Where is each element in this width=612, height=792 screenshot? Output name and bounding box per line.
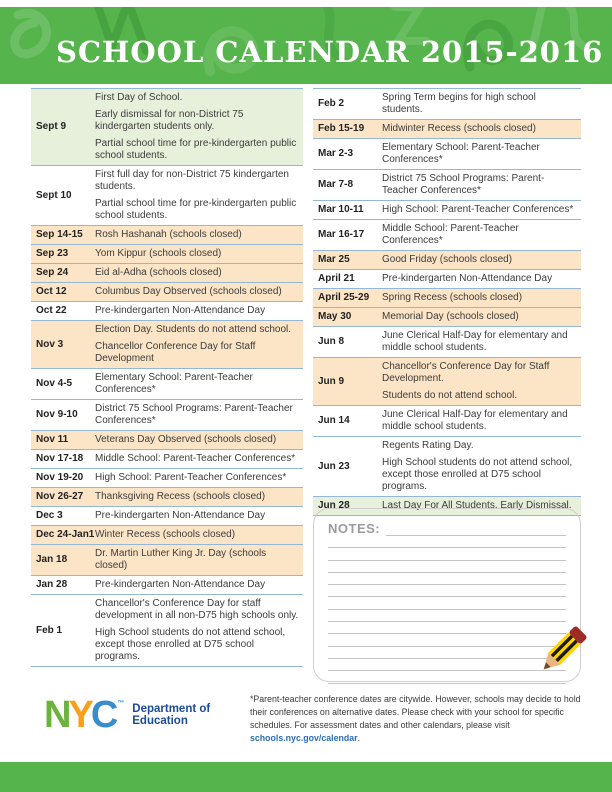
calendar-row <box>31 506 303 525</box>
notes-ruled-line <box>328 561 566 573</box>
calendar-row <box>313 200 581 219</box>
logo-letters <box>44 694 116 736</box>
event-date: Feb 1 <box>36 624 63 636</box>
event-text: Dr. Martin Luther King Jr. Day (schools closed) <box>95 548 267 571</box>
event-text: Students do not attend school. <box>382 390 518 401</box>
notes-ruled-line <box>328 585 566 597</box>
event-description <box>95 248 303 260</box>
calendar-row <box>313 138 581 169</box>
event-text: Chancellor's Conference Day for staff development in all non-D75 high schools only. <box>95 598 299 621</box>
event-text: High School students do not attend school, except those enrolled at D75 school programs. <box>95 627 286 662</box>
notes-ruled-line <box>328 536 566 548</box>
event-date: Oct 12 <box>36 286 67 297</box>
event-text: Thanksgiving Recess (schools closed) <box>95 491 266 502</box>
event-description <box>382 330 581 354</box>
footnote-text: *Parent-teacher conference dates are citywide. However, schools may decide to hold their conferences on alternative dates. Please check with your school for specific schedules. For assessment dates and other calendars, please visit <box>250 694 581 730</box>
event-text: Regents Rating Day. <box>382 440 474 451</box>
event-date: Sept 10 <box>36 189 72 201</box>
event-description <box>95 324 303 365</box>
event-description <box>95 472 303 484</box>
event-description <box>95 169 303 222</box>
notes-box <box>313 508 581 682</box>
event-date: Oct 22 <box>36 305 67 316</box>
event-text: First Day of School. <box>95 92 183 103</box>
event-text: Veterans Day Observed (schools closed) <box>95 434 277 445</box>
calendar-row <box>31 244 303 263</box>
event-description <box>95 491 303 503</box>
event-description <box>95 229 303 241</box>
event-text: Last Day For All Students. Early Dismissal. <box>382 500 572 511</box>
event-description <box>382 123 581 135</box>
calendar-row <box>313 288 581 307</box>
event-date: Feb 15-19 <box>318 123 365 134</box>
event-date: April 21 <box>318 273 355 284</box>
logo-letter-y: Y <box>68 694 91 736</box>
event-text: Election Day. Students do not attend school. <box>95 324 292 335</box>
calendar-row <box>31 468 303 487</box>
event-text: Midwinter Recess (schools closed) <box>382 123 536 134</box>
event-date: May 30 <box>318 311 352 322</box>
event-date: Nov 26-27 <box>36 491 84 502</box>
header-band <box>0 7 612 84</box>
calendar-row <box>313 169 581 200</box>
notes-ruled-line <box>328 573 566 585</box>
event-description <box>95 529 303 541</box>
calendar-row <box>31 544 303 575</box>
event-description <box>95 598 303 663</box>
calendar-row <box>31 487 303 506</box>
event-description <box>95 453 303 465</box>
event-date: Dec 24-Jan1 <box>36 529 95 540</box>
calendar-row <box>31 368 303 399</box>
event-text: Pre-kindergarten Non-Attendance Day <box>95 305 266 316</box>
event-text: Partial school time for pre-kindergarten public school students. <box>95 198 297 221</box>
event-date: Jan 28 <box>36 579 68 590</box>
event-text: Eid al-Adha (schools closed) <box>95 267 222 278</box>
event-date: Nov 9-10 <box>36 409 78 420</box>
event-text: Pre-kindergarten Non-Attendance Day <box>95 510 266 521</box>
event-text: Chancellor Conference Day for Staff Development <box>95 341 256 364</box>
event-date: April 25-29 <box>318 292 370 303</box>
event-text: Yom Kippur (schools closed) <box>95 248 222 259</box>
footnote-period: . <box>357 732 361 743</box>
logo-letter-c: C <box>90 694 116 736</box>
calendar-row <box>31 430 303 449</box>
event-date: Feb 2 <box>318 98 345 109</box>
trademark-symbol: ™ <box>117 699 125 707</box>
calendar-row <box>31 282 303 301</box>
event-description <box>95 403 303 427</box>
event-description <box>382 254 581 266</box>
event-text: Memorial Day (schools closed) <box>382 311 519 322</box>
event-text: District 75 School Programs: Parent-Teacher Conferences* <box>95 403 293 426</box>
event-text: Spring Term begins for high school students. <box>382 92 536 115</box>
event-description <box>382 311 581 323</box>
notes-header <box>328 520 566 536</box>
notes-ruled-line <box>386 522 566 536</box>
event-text: Middle School: Parent-Teacher Conferences* <box>95 453 296 464</box>
calendar-row <box>313 219 581 250</box>
event-description <box>95 305 303 317</box>
event-description <box>382 204 581 216</box>
event-description <box>95 548 303 572</box>
calendar-row <box>313 307 581 326</box>
calendar-column-right <box>313 88 581 516</box>
event-text: Rosh Hashanah (schools closed) <box>95 229 242 240</box>
logo-dept-line2: Education <box>132 715 188 727</box>
event-date: Sep 14-15 <box>36 229 83 240</box>
event-description <box>382 223 581 247</box>
calendar-row <box>31 320 303 368</box>
logo-letter-n: N <box>44 694 69 736</box>
event-text: High School students do not attend school, except those enrolled at D75 school programs. <box>382 457 573 492</box>
event-description <box>95 267 303 279</box>
event-date: Nov 4-5 <box>36 378 73 389</box>
event-date: Nov 11 <box>36 434 69 445</box>
nyc-doe-logo <box>44 694 211 736</box>
event-date: Dec 3 <box>36 510 63 521</box>
event-date: Jun 14 <box>318 415 350 426</box>
calendar-row <box>31 594 303 667</box>
calendar-row <box>31 575 303 594</box>
event-description <box>382 409 581 433</box>
calendar-row <box>313 405 581 436</box>
event-date: Nov 3 <box>36 338 64 350</box>
event-text: Spring Recess (schools closed) <box>382 292 523 303</box>
event-description <box>95 372 303 396</box>
calendar-row <box>31 88 303 165</box>
event-text: June Clerical Half-Day for elementary and middle school students. <box>382 330 568 353</box>
event-date: Mar 25 <box>318 254 350 265</box>
event-text: Partial school time for pre-kindergarten public school students. <box>95 138 297 161</box>
event-date: Jan 18 <box>36 554 68 565</box>
event-date: Nov 19-20 <box>36 472 84 483</box>
event-description <box>382 440 581 493</box>
event-description <box>95 286 303 298</box>
calendar-row <box>31 225 303 244</box>
event-date: Jun 28 <box>318 500 350 511</box>
event-description <box>382 361 581 402</box>
event-description <box>95 579 303 591</box>
event-description <box>382 173 581 197</box>
event-description <box>382 142 581 166</box>
calendar-row <box>31 301 303 320</box>
calendar-column-left <box>31 88 303 667</box>
event-text: Early dismissal for non-District 75 kindergarten students only. <box>95 109 244 132</box>
footnote <box>250 693 583 745</box>
event-date: Jun 8 <box>318 336 345 347</box>
event-date: Sep 23 <box>36 248 69 259</box>
event-text: Chancellor's Conference Day for Staff Development. <box>382 361 550 384</box>
event-text: Columbus Day Observed (schools closed) <box>95 286 282 297</box>
event-description <box>382 273 581 285</box>
calendar-url-link[interactable]: schools.nyc.gov/calendar <box>250 732 358 743</box>
logo-dept-line1: Department of <box>132 702 211 715</box>
event-text: Pre-kindergarten Non-Attendance Day <box>382 273 553 284</box>
event-text: First full day for non-District 75 kindergarten students. <box>95 169 289 192</box>
event-text: Good Friday (schools closed) <box>382 254 513 265</box>
logo-department-text <box>132 703 210 728</box>
event-text: High School: Parent-Teacher Conferences* <box>382 204 574 215</box>
event-date: Jun 9 <box>318 375 345 387</box>
event-date: Mar 16-17 <box>318 229 365 240</box>
event-date: Mar 7-8 <box>318 179 354 190</box>
event-text: High School: Parent-Teacher Conferences* <box>95 472 287 483</box>
event-date: Sept 9 <box>36 121 67 132</box>
event-text: Winter Recess (schools closed) <box>95 529 236 540</box>
event-text: Elementary School: Parent-Teacher Conferences* <box>95 372 253 395</box>
notes-ruled-line <box>328 548 566 560</box>
event-text: Pre-kindergarten Non-Attendance Day <box>95 579 266 590</box>
calendar-row <box>313 326 581 357</box>
calendar-row <box>31 263 303 282</box>
event-text: District 75 School Programs: Parent-Teacher Conferences* <box>382 173 545 196</box>
event-description <box>95 434 303 446</box>
calendar-row <box>313 88 581 119</box>
calendar-row <box>31 449 303 468</box>
event-date: Sep 24 <box>36 267 69 278</box>
calendar-row <box>313 357 581 405</box>
calendar-row <box>313 119 581 138</box>
event-date: Mar 2-3 <box>318 148 354 159</box>
event-description <box>95 510 303 522</box>
notes-label: NOTES: <box>328 521 381 536</box>
calendar-row <box>313 269 581 288</box>
calendar-row <box>313 436 581 496</box>
event-text: Elementary School: Parent-Teacher Conferences* <box>382 142 540 165</box>
event-description <box>382 92 581 116</box>
event-date: Jun 23 <box>318 460 350 472</box>
calendar-row <box>31 165 303 225</box>
calendar-row <box>31 525 303 544</box>
event-date: Nov 17-18 <box>36 453 84 464</box>
calendar-row <box>31 399 303 430</box>
event-text: Middle School: Parent-Teacher Conferences* <box>382 223 519 246</box>
event-description <box>95 92 303 162</box>
page-title: SCHOOL CALENDAR 2015-2016 <box>56 35 604 69</box>
notes-ruled-line <box>328 597 566 609</box>
pencil-icon <box>526 621 592 687</box>
event-description <box>382 292 581 304</box>
event-date: Mar 10-11 <box>318 204 364 215</box>
calendar-row <box>313 250 581 269</box>
footer-band <box>0 762 612 792</box>
event-text: June Clerical Half-Day for elementary and middle school students. <box>382 409 568 432</box>
